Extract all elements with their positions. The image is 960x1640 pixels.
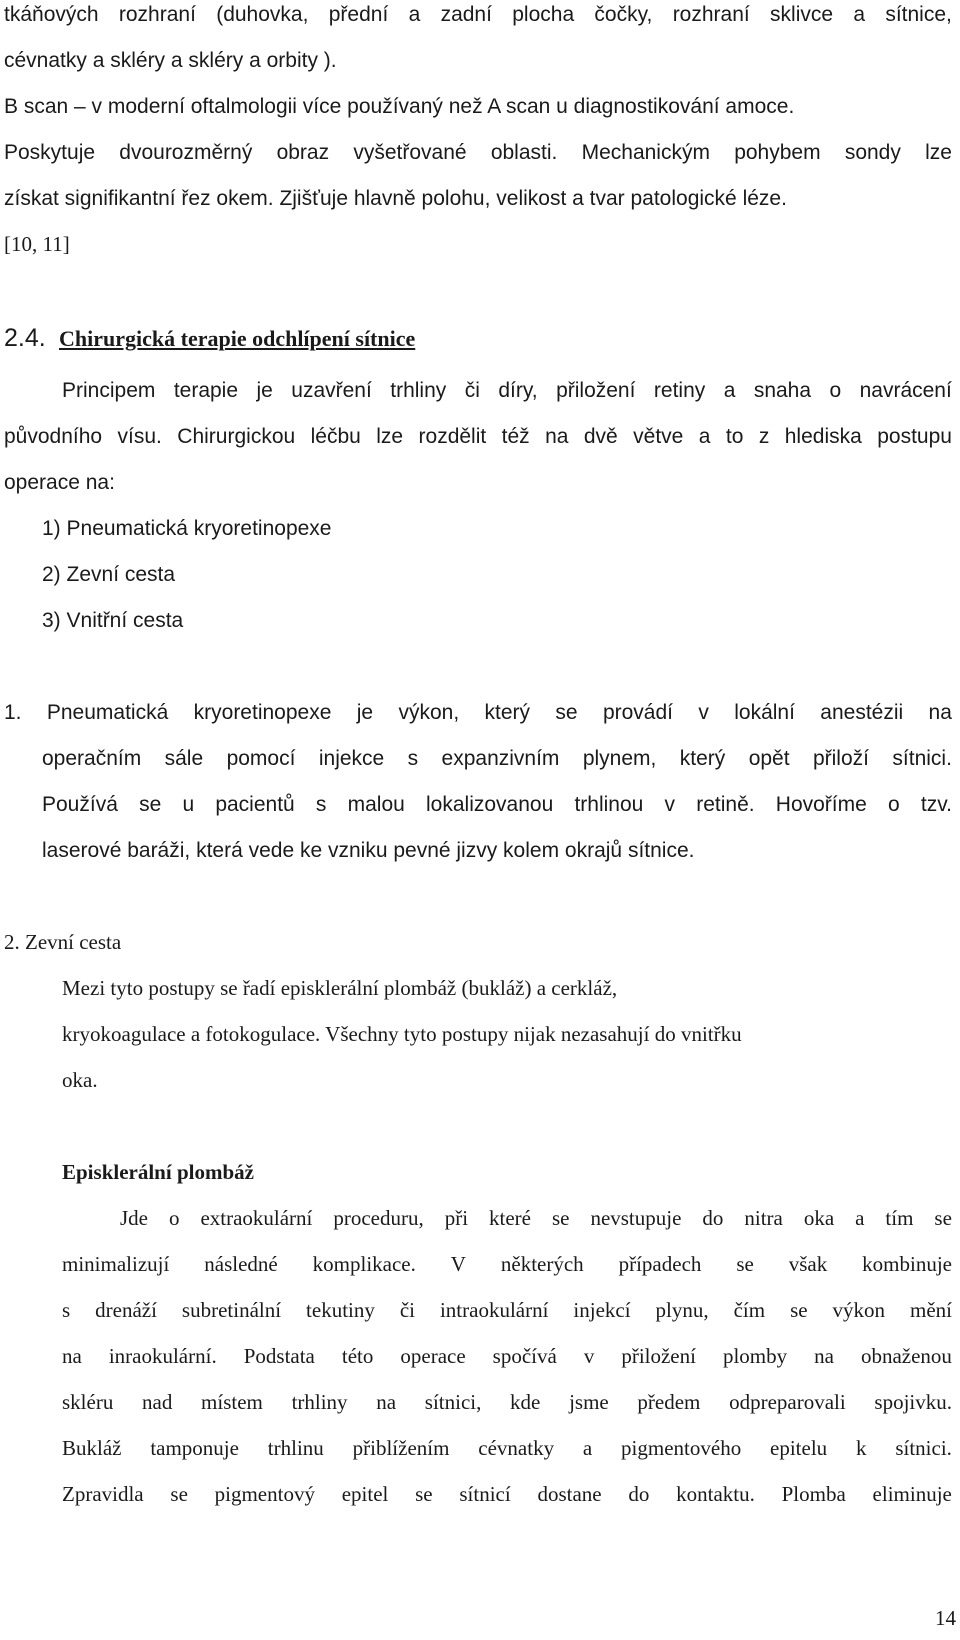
word: komplikace. — [312, 1252, 416, 1276]
word: v — [698, 701, 709, 724]
word: je — [356, 701, 374, 724]
subheading: Episklerální plombáž — [62, 1160, 254, 1184]
plombaz-line — [62, 1346, 952, 1367]
word: se — [934, 1206, 952, 1230]
plombaz-line — [62, 1484, 952, 1505]
word: o — [888, 793, 900, 816]
word: Bukláž — [62, 1436, 122, 1460]
word: u — [182, 793, 195, 816]
word: výkon — [832, 1298, 886, 1322]
plombaz-line — [62, 1392, 952, 1413]
word: obraz — [276, 141, 330, 164]
principle-line: operace na: — [4, 471, 115, 494]
word: opět — [748, 747, 790, 770]
word: pomocí — [226, 747, 296, 770]
word: to — [725, 425, 744, 448]
word: následné — [204, 1252, 278, 1276]
word: tzv. — [920, 793, 952, 816]
list-item: 2) Zevní cesta — [42, 563, 176, 586]
word: Poskytuje — [4, 141, 96, 164]
word: původního — [4, 425, 103, 448]
word: vyšetřované — [353, 141, 467, 164]
word: k — [856, 1436, 867, 1460]
word: a — [723, 379, 736, 402]
word: lze — [925, 141, 952, 164]
word: s — [62, 1298, 71, 1322]
word: jsme — [569, 1390, 609, 1414]
word: dvourozměrný — [119, 141, 253, 164]
word: se — [170, 1482, 188, 1506]
plombaz-line — [62, 1438, 952, 1459]
intro-line — [4, 4, 952, 25]
item1-line: laserové baráži, která vede ke vzniku pevné jizvy kolem okrajů sítnice. — [42, 839, 695, 862]
word: pohybem — [734, 141, 821, 164]
word: operace — [400, 1344, 466, 1368]
word: s — [315, 793, 327, 816]
word: injekcí — [573, 1298, 631, 1322]
word: na — [545, 425, 569, 448]
word: sítnici, — [424, 1390, 482, 1414]
word: Zpravidla — [62, 1482, 144, 1506]
word: či — [464, 379, 480, 402]
intro-line: B scan – v moderní oftalmologii více používaný než A scan u diagnostikování amoce. — [4, 95, 795, 118]
word: anestézii — [820, 701, 904, 724]
item1-line — [42, 748, 952, 769]
word: tekutiny — [306, 1298, 375, 1322]
word: rozdělit — [418, 425, 487, 448]
word: čočky, — [594, 3, 653, 26]
word: trhlinou — [574, 793, 644, 816]
word: vísu. — [117, 425, 162, 448]
word: sítnice, — [885, 3, 952, 26]
word: však — [788, 1252, 828, 1276]
intro-line: cévnatky a skléry a skléry a orbity ). — [4, 49, 337, 72]
word: kombinuje — [862, 1252, 952, 1276]
word: tkáňových — [4, 3, 99, 26]
word: místem — [201, 1390, 263, 1414]
word: trhliny — [390, 379, 447, 402]
word: na — [814, 1344, 834, 1368]
word: při — [444, 1206, 469, 1230]
section-number: 2.4. — [4, 324, 46, 352]
word: snaha — [753, 379, 812, 402]
word: se — [555, 701, 578, 724]
item2-line: oka. — [62, 1068, 98, 1092]
word: na — [62, 1344, 82, 1368]
citation: [10, 11] — [4, 232, 70, 256]
word: epitelu — [770, 1436, 828, 1460]
word: či — [399, 1298, 415, 1322]
word: se — [139, 793, 162, 816]
word: V — [450, 1252, 466, 1276]
word: 1. — [4, 701, 22, 724]
word: přiložení — [621, 1344, 696, 1368]
word: díry, — [498, 379, 538, 402]
word: retiny — [653, 379, 706, 402]
word: se — [736, 1252, 754, 1276]
word: zadní — [440, 3, 492, 26]
word: spočívá — [492, 1344, 557, 1368]
word: čím — [733, 1298, 766, 1322]
word: Pneumatická — [46, 701, 169, 724]
word: výkon, — [398, 701, 460, 724]
word: a — [855, 1206, 865, 1230]
word: oka — [803, 1206, 835, 1230]
intro-line — [4, 142, 952, 163]
word: sklivce — [770, 3, 834, 26]
word: intraokulární — [439, 1298, 549, 1322]
list-item: 1) Pneumatická kryoretinopexe — [42, 517, 332, 540]
word: nitra — [744, 1206, 783, 1230]
word: Používá — [42, 793, 118, 816]
word: plocha — [512, 3, 575, 26]
word: přiloží — [812, 747, 869, 770]
word: hlediska — [784, 425, 862, 448]
word: v — [583, 1344, 595, 1368]
word: expanzivním — [441, 747, 560, 770]
word: navrácení — [859, 379, 952, 402]
word: Podstata — [243, 1344, 315, 1368]
word: sále — [164, 747, 204, 770]
principle-line — [62, 380, 952, 401]
list-item: 3) Vnitřní cesta — [42, 609, 184, 632]
word: lze — [376, 425, 404, 448]
word: plynu, — [655, 1298, 709, 1322]
word: některých — [500, 1252, 584, 1276]
word: malou — [347, 793, 405, 816]
section-title: Chirurgická terapie odchlípení sítnice — [59, 326, 416, 351]
word: oblasti. — [490, 141, 558, 164]
word: se — [415, 1482, 433, 1506]
word: pigmentový — [214, 1482, 315, 1506]
word: plomby — [722, 1344, 788, 1368]
word: epitel — [341, 1482, 389, 1506]
plombaz-line — [62, 1254, 952, 1275]
item2-line: kryokoagulace a fotokogulace. Všechny tyto postupy nijak nezasahují do vnitřku — [62, 1022, 742, 1046]
word: postupu — [877, 425, 952, 448]
word: s — [407, 747, 419, 770]
word: minimalizují — [62, 1252, 170, 1276]
word: lokalizovanou — [426, 793, 554, 816]
word: který — [679, 747, 726, 770]
word: (duhovka, — [216, 3, 309, 26]
word: léčbu — [310, 425, 361, 448]
word: odpreparovali — [729, 1390, 846, 1414]
word: pigmentového — [621, 1436, 742, 1460]
word: sondy — [844, 141, 901, 164]
word: dostane — [537, 1482, 602, 1506]
word: předem — [637, 1390, 701, 1414]
word: nevstupuje — [590, 1206, 682, 1230]
word: Principem — [62, 379, 156, 402]
word: větve — [633, 425, 684, 448]
word: Plomba — [781, 1482, 846, 1506]
word: kontaktu. — [676, 1482, 755, 1506]
word: se — [551, 1206, 570, 1230]
item2-line: Mezi tyto postupy se řadí episklerální plombáž (bukláž) a cerkláž, — [62, 976, 618, 1000]
word: pacientů — [215, 793, 295, 816]
word: rozhraní — [672, 3, 750, 26]
word: a — [698, 425, 711, 448]
item2-heading: 2. Zevní cesta — [4, 930, 122, 954]
page-number: 14 — [935, 1606, 956, 1630]
word: případech — [618, 1252, 702, 1276]
word: sítnici. — [895, 1436, 952, 1460]
word: přední — [328, 3, 389, 26]
word: sítnici. — [892, 747, 952, 770]
word: cévnatky — [478, 1436, 555, 1460]
word: na — [376, 1390, 397, 1414]
word: trhliny — [291, 1390, 348, 1414]
word: plynem, — [582, 747, 657, 770]
word: do — [628, 1482, 650, 1506]
word: a — [582, 1436, 593, 1460]
word: na — [928, 701, 952, 724]
word: eliminuje — [872, 1482, 952, 1506]
word: proceduru, — [333, 1206, 424, 1230]
word: subretinální — [181, 1298, 282, 1322]
word: nad — [142, 1390, 173, 1414]
word: Hovoříme — [775, 793, 867, 816]
word: rozhraní — [118, 3, 196, 26]
word: do — [702, 1206, 724, 1230]
word: je — [256, 379, 273, 402]
word: též — [501, 425, 530, 448]
word: kryoretinopexe — [193, 701, 332, 724]
word: v — [664, 793, 676, 816]
word: skléru — [62, 1390, 114, 1414]
word: a — [853, 3, 866, 26]
word: dvě — [583, 425, 618, 448]
word: terapie — [173, 379, 239, 402]
word: Chirurgickou — [177, 425, 296, 448]
word: a — [408, 3, 421, 26]
word: o — [829, 379, 842, 402]
word: které — [489, 1206, 531, 1230]
word: operačním — [42, 747, 142, 770]
plombaz-line — [120, 1208, 952, 1229]
word: se — [790, 1298, 808, 1322]
plombaz-line — [62, 1300, 952, 1321]
word: tamponuje — [150, 1436, 239, 1460]
word: který — [484, 701, 531, 724]
word: z — [758, 425, 770, 448]
word: tím — [885, 1206, 914, 1230]
word: sítnicí — [459, 1482, 511, 1506]
word: inraokulární. — [108, 1344, 217, 1368]
word: obnaženou — [860, 1344, 952, 1368]
word: o — [168, 1206, 180, 1230]
principle-line — [4, 426, 952, 447]
item1-line — [42, 794, 952, 815]
word: Jde — [120, 1206, 148, 1230]
intro-line: získat signifikantní řez okem. Zjišťuje hlavně polohu, velikost a tvar patologické léze. — [4, 187, 787, 210]
word: přiblížením — [352, 1436, 450, 1460]
word: přiložení — [556, 379, 636, 402]
word: uzavření — [291, 379, 372, 402]
word: mění — [910, 1298, 952, 1322]
word: retině. — [696, 793, 755, 816]
word: drenáží — [95, 1298, 157, 1322]
word: lokální — [734, 701, 795, 724]
word: trhlinu — [267, 1436, 324, 1460]
item1-line — [4, 702, 952, 723]
word: extraokulární — [200, 1206, 313, 1230]
word: Mechanickým — [581, 141, 710, 164]
word: spojivku. — [874, 1390, 952, 1414]
word: provádí — [602, 701, 673, 724]
word: této — [341, 1344, 374, 1368]
word: kde — [510, 1390, 541, 1414]
word: injekce — [318, 747, 385, 770]
